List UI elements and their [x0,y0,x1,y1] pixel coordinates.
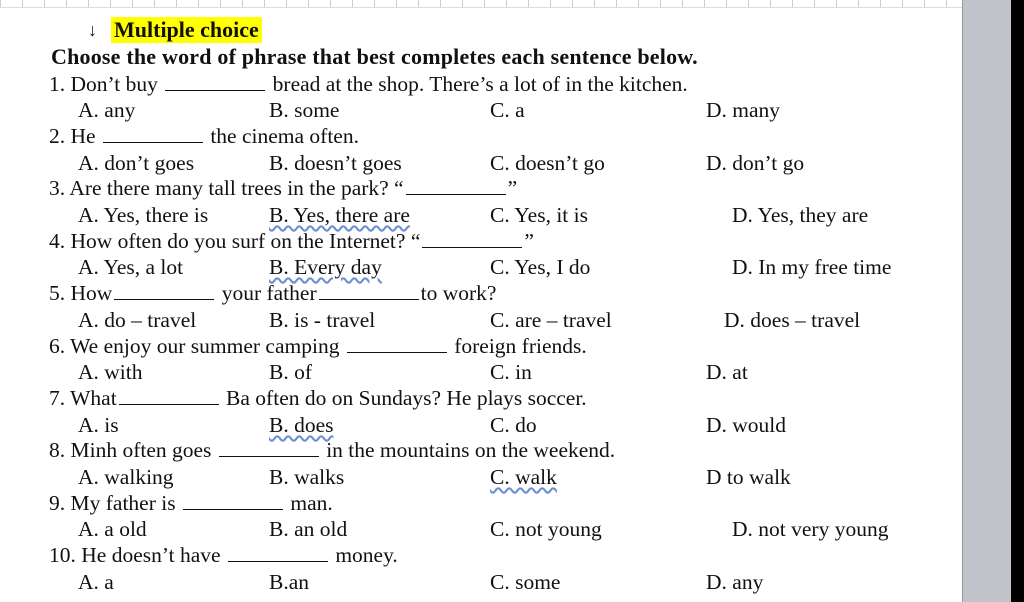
question-6 [49,334,587,359]
question-text: 9. My father is [49,491,176,515]
option-a: A. any [78,98,136,122]
option-c: C. some [490,570,561,594]
option-a: A. Yes, a lot [78,255,184,279]
option-b: B. of [269,360,312,384]
question-text: 2. He [49,124,96,148]
option-a: A. don’t goes [78,151,195,175]
section-heading [88,17,262,43]
option-d: D. any [706,570,764,594]
question-text: 4. How often do you surf on the Internet? “ [49,229,421,253]
instruction-text: Choose the word of phrase that best completes each sentence below. [51,44,698,69]
question-text: man. [290,491,333,515]
question-9 [49,491,333,516]
question-text: to work? [420,281,497,305]
option-d: D. Yes, they are [732,203,869,227]
options-7 [78,413,958,441]
option-a: A. a old [78,517,147,541]
question-2 [49,124,359,149]
option-c: C. walk [490,465,557,489]
question-text: 8. Minh often goes [49,438,212,462]
options-8 [78,465,958,493]
option-d: D to walk [706,465,791,489]
option-d: D. at [706,360,748,384]
question-text: 3. Are there many tall trees in the park? “ [49,176,404,200]
options-2 [78,151,958,179]
option-b: B. Every day [269,255,382,279]
option-b: B. some [269,98,340,122]
question-5 [49,281,496,306]
question-1 [49,72,688,97]
option-c: C. do [490,413,537,437]
option-b: B.an [269,570,310,594]
option-b: B. doesn’t goes [269,151,402,175]
question-8 [49,438,615,463]
question-4 [49,229,534,254]
option-c: C. a [490,98,525,122]
option-a: A. a [78,570,114,594]
question-text: ” [507,176,518,200]
option-b: B. walks [269,465,345,489]
options-1 [78,98,958,126]
question-text: your father [221,281,317,305]
question-text: 6. We enjoy our summer camping [49,334,340,358]
options-10 [78,570,958,598]
question-10 [49,543,398,568]
question-text: Ba often do on Sundays? He plays soccer. [226,386,587,410]
option-c: C. Yes, it is [490,203,588,227]
option-b: B. does [269,413,334,437]
option-a: A. with [78,360,143,384]
question-text: 5. How [49,281,113,305]
options-5 [78,308,958,336]
options-6 [78,360,958,388]
option-a: A. walking [78,465,174,489]
option-c: C. Yes, I do [490,255,591,279]
question-text: 10. He doesn’t have [49,543,221,567]
option-d: D. don’t go [706,151,805,175]
option-d: D. would [706,413,787,437]
question-text: in the mountains on the weekend. [326,438,616,462]
ruler [0,0,962,8]
option-d: D. does – travel [724,308,861,332]
option-b: B. an old [269,517,348,541]
option-b: B. is - travel [269,308,376,332]
option-c: C. in [490,360,532,384]
question-text: 7. What [49,386,117,410]
question-7 [49,386,587,411]
option-d: D. not very young [732,517,889,541]
option-a: A. is [78,413,119,437]
option-a: A. do – travel [78,308,197,332]
question-text: money. [335,543,398,567]
question-text: 1. Don’t buy [49,72,158,96]
scrollbar-track[interactable] [962,0,1011,602]
option-d: D. many [706,98,781,122]
option-c: C. doesn’t go [490,151,605,175]
bullet-arrow-icon: ↓ [88,19,97,40]
options-9 [78,517,958,545]
option-a: A. Yes, there is [78,203,209,227]
options-3 [78,203,958,231]
question-text: bread at the shop. There’s a lot of in the kitchen. [272,72,688,96]
option-d: D. In my free time [732,255,892,279]
options-4 [78,255,958,283]
heading-title: Multiple choice [111,17,262,43]
question-text: foreign friends. [454,334,587,358]
option-b: B. Yes, there are [269,203,410,227]
option-c: C. not young [490,517,602,541]
question-text: ” [524,229,534,253]
question-text: the cinema often. [210,124,359,148]
question-3 [49,176,517,201]
option-c: C. are – travel [490,308,612,332]
